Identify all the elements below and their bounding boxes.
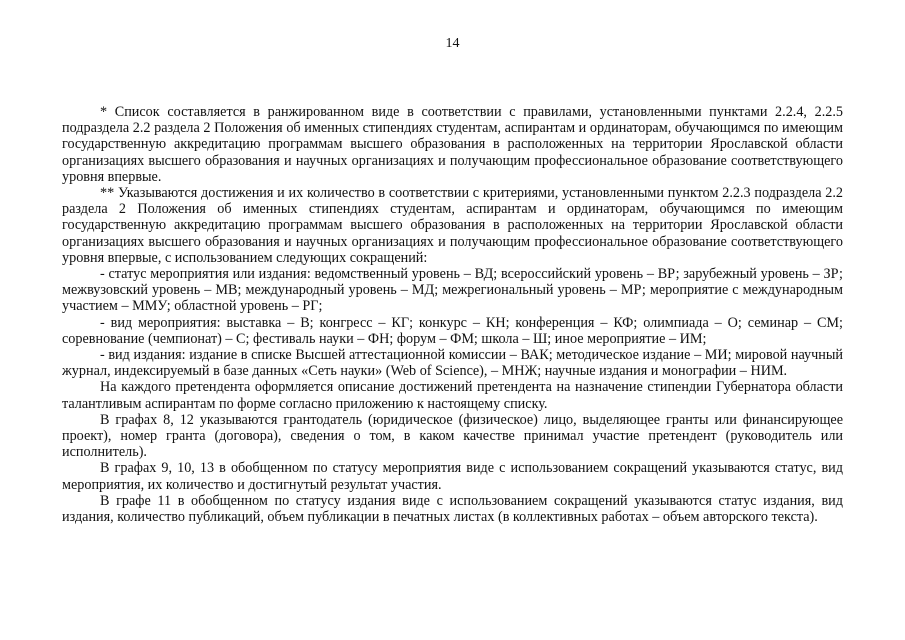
abbrev-list-publication-type: - вид издания: издание в списке Высшей аттестационной комиссии – ВАК; методическое издание – МИ; мировой научный журнал, индексируемый в базе данных «Сеть науки» (Web of Science), – МНЖ; научные издания и монографии – НИМ. [62,347,843,380]
paragraph-achievements-form: На каждого претендента оформляется описание достижений претендента на назначение стипендии Губернатора области талантливым аспирантам по форме согласно приложению к настоящему списку. [62,379,843,412]
paragraph-columns-8-12: В графах 8, 12 указываются грантодатель (юридическое (физическое) лицо, выделяющее гранты или финансирующее проект), номер гранта (договора), сведения о том, в каком качестве принимал участие претендент (руководитель или исполнитель). [62,411,843,461]
footnote-double-asterisk: ** Указываются достижения и их количество в соответствии с критериями, установленными пунктом 2.2.3 подраздела 2.2 раздела 2 Положения об именных стипендиях студентам, аспирантам и ординаторам, обучающимся по имеющим государственную аккредитацию программам высшего образования в расположенных на территории Ярославской области организациях высшего образования и научных организациях и получающим профессиональное образование соответствующего уровня впервые, с использованием следующих сокращений: [62,185,843,266]
abbrev-list-status: - статус мероприятия или издания: ведомственный уровень – ВД; всероссийский уровень – ВР; зарубежный уровень – ЗР; межвузовский уровень – МВ; международный уровень – МД; межрегиональный уровень – МР; мероприятие с международным участием – ММУ; областной уровень – РГ; [62,266,843,315]
paragraph-columns-9-10-13: В графах 9, 10, 13 в обобщенном по статусу мероприятия виде с использованием сокращений указываются статус, вид мероприятия, их количество и достигнутый результат участия. [62,460,843,493]
page-number: 14 [445,36,460,51]
document-body [62,104,843,525]
abbrev-list-event-type: - вид мероприятия: выставка – В; конгресс – КГ; конкурс – КН; конференция – КФ; олимпиада – О; семинар – СМ; соревнование (чемпионат) – С; фестиваль науки – ФН; форум – ФМ; школа – Ш; иное мероприятие – ИМ; [62,314,843,347]
footnote-single-asterisk: * Список составляется в ранжированном виде в соответствии с правилами, установленными пунктами 2.2.4, 2.2.5 подраздела 2.2 раздела 2 Положения об именных стипендиях студентам, аспирантам и ординаторам, обучающимся по имеющим государственную аккредитацию программам высшего образования в расположенных на территории Ярославской области организациях высшего образования и научных организациях и получающим профессиональное образование соответствующего уровня впервые. [62,104,843,185]
paragraph-column-11: В графе 11 в обобщенном по статусу издания виде с использованием сокращений указываются статус издания, вид издания, количество публикаций, объем публикации в печатных листах (в коллективных работах – объем авторского текста). [62,492,843,526]
